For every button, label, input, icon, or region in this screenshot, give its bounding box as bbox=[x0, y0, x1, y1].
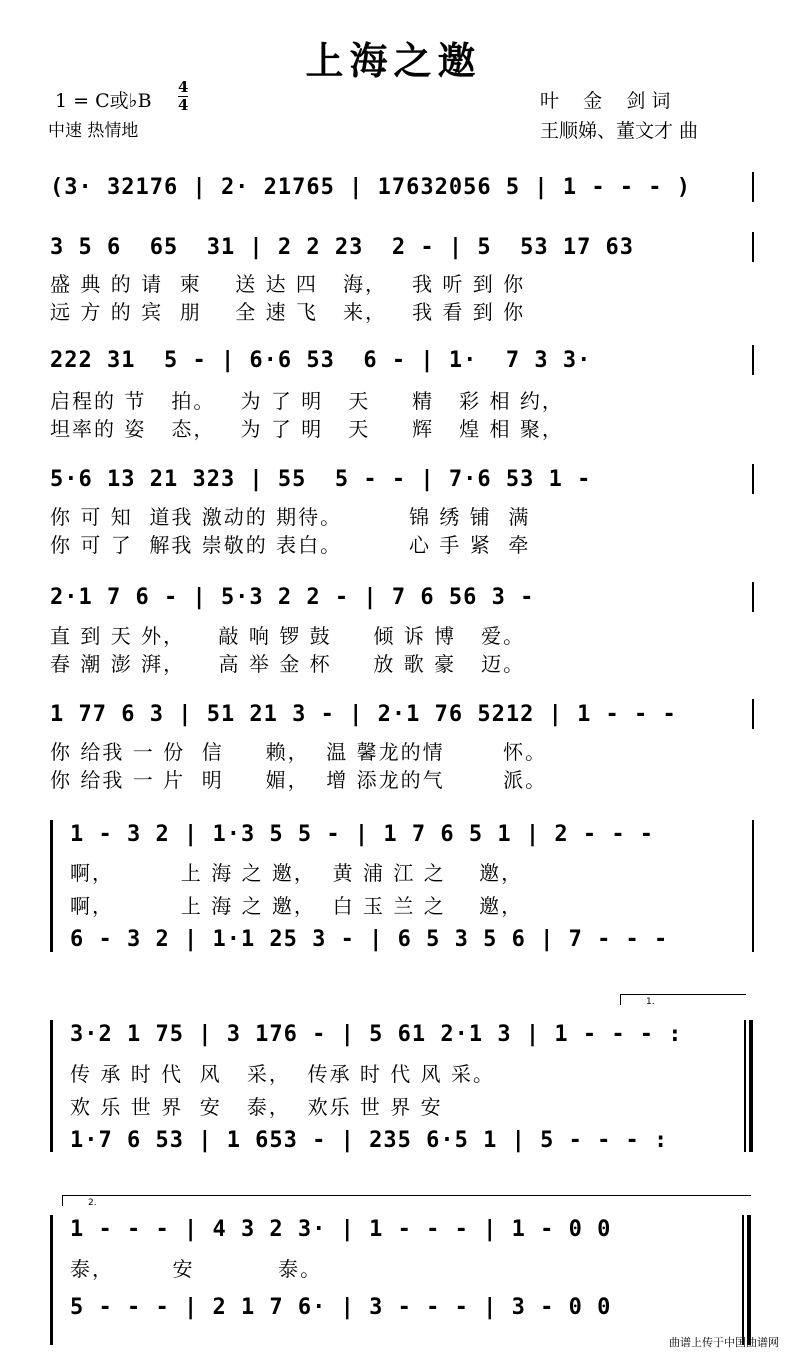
site-watermark: 曲谱上传于中国曲谱网 bbox=[669, 1336, 779, 1349]
composer-credit: 王顺娣、董文才 曲 bbox=[540, 120, 699, 142]
system-bracket bbox=[50, 1020, 53, 1152]
barline bbox=[752, 172, 754, 202]
lyric-verse-2-line-4: 春 潮 澎 湃， 高 举 金 杯 放 歌 豪 迈。 bbox=[50, 652, 526, 676]
lyric-verse-1-line-5: 你 给我 一 份 信 赖， 温 馨龙的情 怀。 bbox=[50, 740, 548, 764]
barline bbox=[752, 582, 754, 612]
staff-line-7-lower: 1·7 6 53 | 1 653 - | 235 6·5 1 | 5 - - - : bbox=[70, 1128, 669, 1153]
barline bbox=[752, 232, 754, 262]
staff-line-2: 222 31 5 - | 6·6 53 6 - | 1· 7 3 3· bbox=[50, 348, 606, 373]
lyric-verse-2-line-7: 欢 乐 世 界 安 泰， 欢乐 世 界 安 bbox=[70, 1095, 443, 1119]
final-barline bbox=[747, 1215, 751, 1345]
lyric-verse-2-line-5: 你 给我 一 片 明 媚， 增 添龙的气 派。 bbox=[50, 768, 548, 792]
lyricist-credit: 叶 金 剑 词 bbox=[540, 90, 671, 112]
staff-line-5: 1 77 6 3 | 51 21 3 - | 2·1 76 5212 | 1 - - - bbox=[50, 702, 677, 727]
key-signature: 1 = C或♭B bbox=[55, 90, 152, 112]
barline bbox=[752, 464, 754, 494]
staff-line-4: 2·1 7 6 - | 5·3 2 2 - | 7 6 56 3 - bbox=[50, 585, 535, 610]
staff-line-6-upper: 1 - 3 2 | 1·3 5 5 - | 1 7 6 5 1 | 2 - - - bbox=[70, 822, 655, 847]
volta-number-2: 2. bbox=[88, 1198, 97, 1208]
lyric-verse-2-line-2: 坦率的 姿 态， 为 了 明 天 辉 煌 相 聚， bbox=[50, 417, 564, 441]
lyric-verse-2-line-1: 远 方 的 宾 朋 全 速 飞 来， 我 看 到 你 bbox=[50, 300, 526, 324]
lyric-verse-1-line-2: 启程的 节 拍。 为 了 明 天 精 彩 相 约， bbox=[50, 389, 564, 413]
repeat-barline bbox=[749, 1020, 753, 1152]
lyric-verse-1-line-3: 你 可 知 道我 激动的 期待。 锦 绣 铺 满 bbox=[50, 505, 531, 529]
system-bracket bbox=[50, 820, 53, 952]
lyric-verse-2-line-6: 啊， 上 海 之 邀， 白 玉 兰 之 邀， bbox=[70, 894, 524, 918]
barline bbox=[752, 345, 754, 375]
barline bbox=[752, 699, 754, 729]
staff-line-6-lower: 6 - 3 2 | 1·1 25 3 - | 6 5 3 5 6 | 7 - - - bbox=[70, 927, 669, 952]
song-title: 上海之邀 bbox=[305, 38, 482, 83]
barline bbox=[742, 1215, 744, 1345]
volta-bracket-1 bbox=[620, 994, 746, 1005]
lyric-verse-2-line-3: 你 可 了 解我 崇敬的 表白。 心 手 紧 牵 bbox=[50, 533, 531, 557]
time-signature-bottom: 4 bbox=[178, 96, 189, 114]
staff-line-8-upper: 1 - - - | 4 3 2 3· | 1 - - - | 1 - 0 0 bbox=[70, 1217, 612, 1242]
time-signature-top: 4 bbox=[178, 78, 189, 96]
staff-line-8-lower: 5 - - - | 2 1 7 6· | 3 - - - | 3 - 0 0 bbox=[70, 1295, 612, 1320]
lyric-verse-1-line-1: 盛 典 的 请 柬 送 达 四 海， 我 听 到 你 bbox=[50, 272, 526, 296]
staff-line-3: 5·6 13 21 323 | 55 5 - - | 7·6 53 1 - bbox=[50, 467, 592, 492]
tempo-marking: 中速 热情地 bbox=[48, 121, 139, 141]
volta-number-1: 1. bbox=[646, 997, 655, 1007]
barline bbox=[752, 820, 754, 952]
system-bracket bbox=[50, 1215, 53, 1345]
barline bbox=[744, 1020, 746, 1152]
lyric-verse-1-line-4: 直 到 天 外， 敲 响 锣 鼓 倾 诉 博 爱。 bbox=[50, 624, 526, 648]
lyric-line-8: 泰， 安 泰。 bbox=[70, 1257, 323, 1281]
staff-line-intro: (3· 32176 | 2· 21765 | 17632056 5 | 1 - - - ) bbox=[50, 175, 692, 200]
staff-line-1: 3 5 6 65 31 | 2 2 23 2 - | 5 53 17 63 bbox=[50, 235, 635, 260]
lyric-verse-1-line-7: 传 承 时 代 风 采， 传承 时 代 风 采。 bbox=[70, 1062, 496, 1086]
staff-line-7-upper: 3·2 1 75 | 3 176 - | 5 61 2·1 3 | 1 - - - : bbox=[70, 1022, 683, 1047]
volta-bracket-2 bbox=[62, 1195, 751, 1206]
lyric-verse-1-line-6: 啊， 上 海 之 邀， 黄 浦 江 之 邀， bbox=[70, 861, 524, 885]
